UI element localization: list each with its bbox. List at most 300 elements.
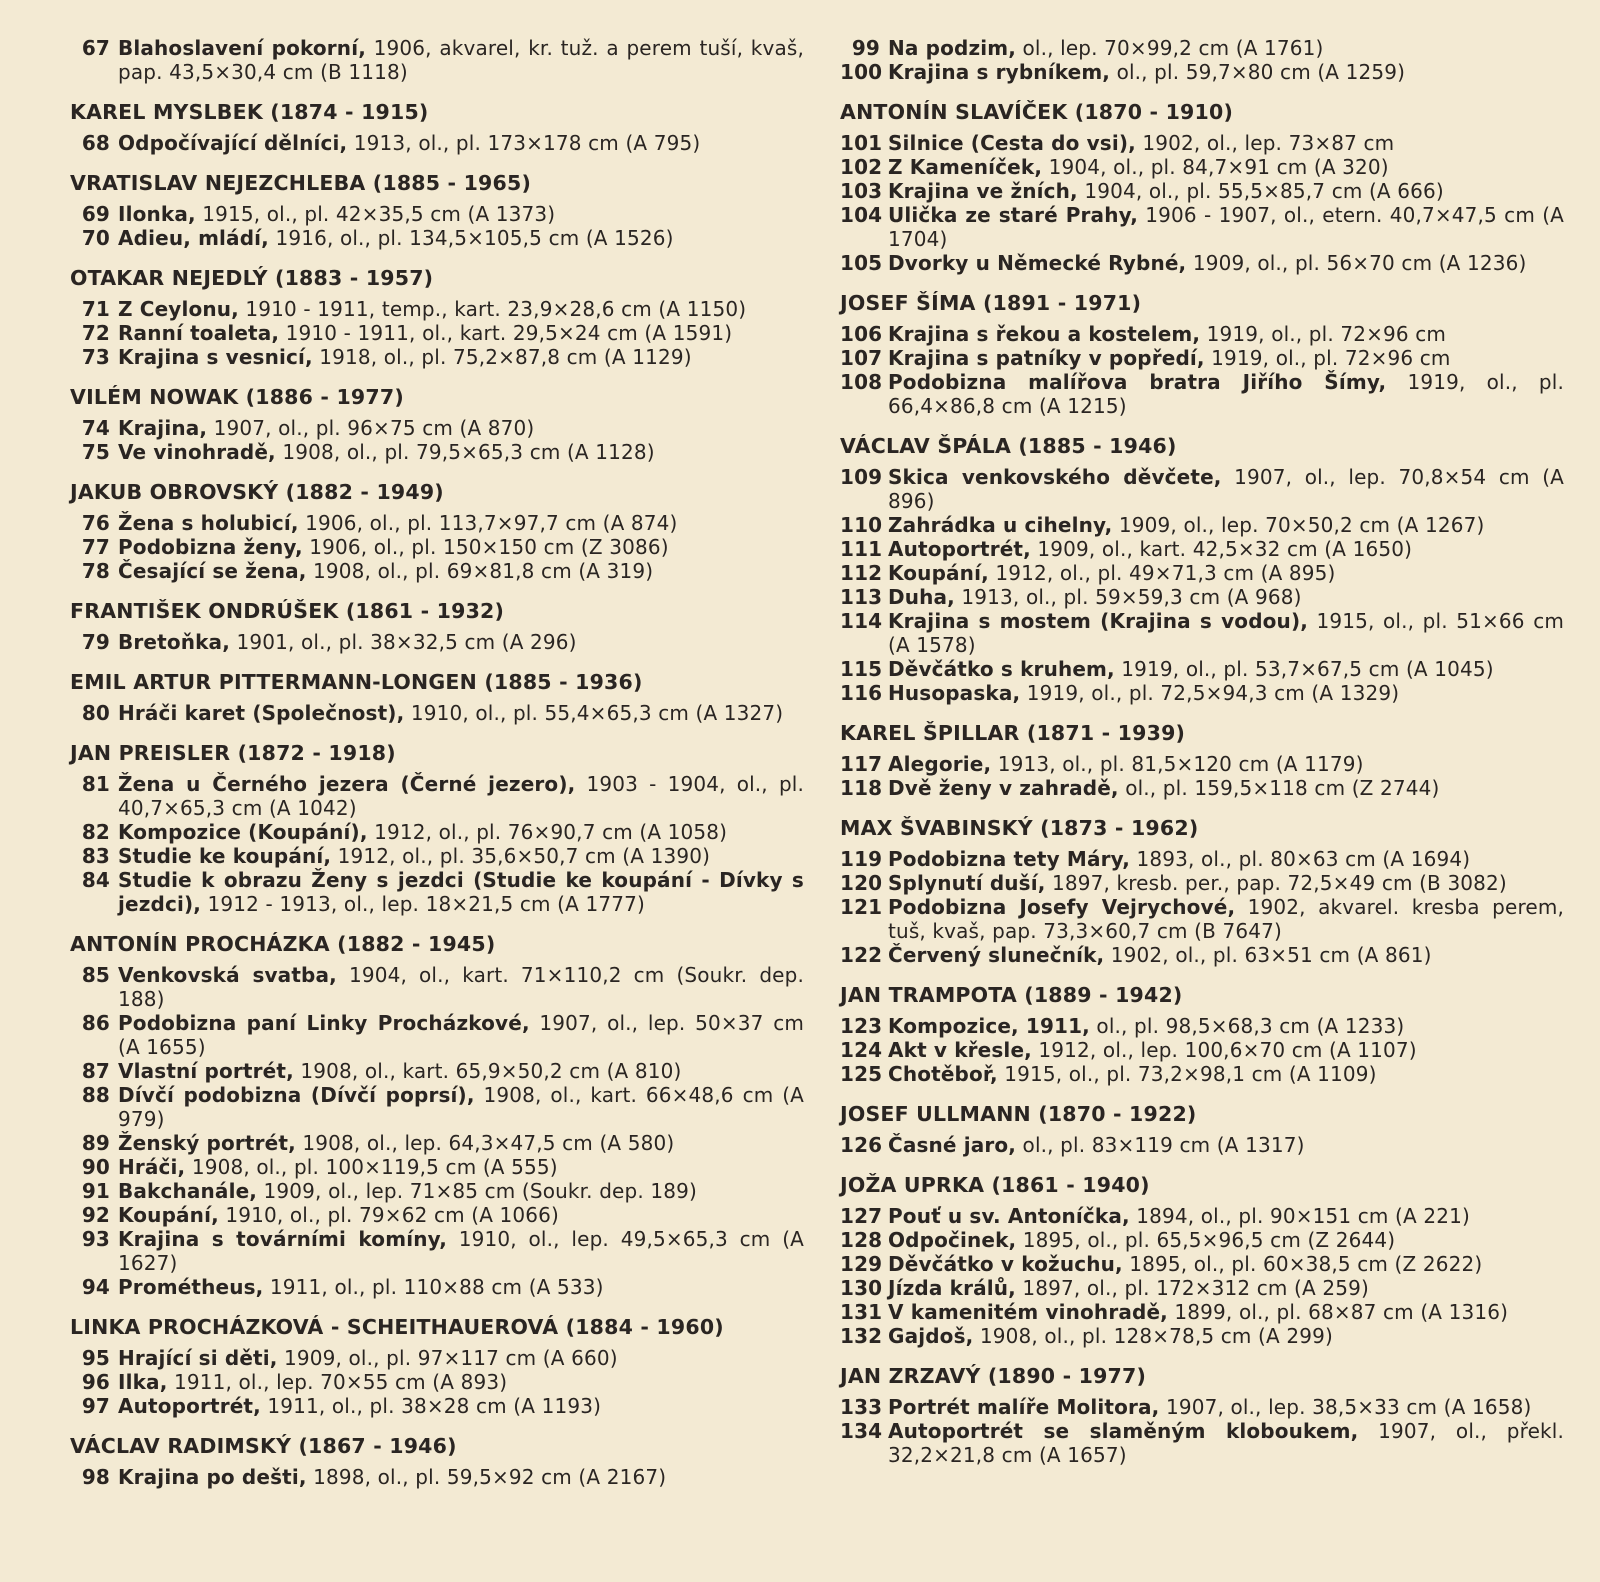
entry-details: 1901, ol., pl. 38×32,5 cm (A 296)	[229, 630, 577, 654]
entry-text	[888, 1276, 1564, 1300]
catalogue-entry	[70, 535, 804, 559]
entry-details: 1909, ol., lep. 70×50,2 cm (A 1267)	[1112, 513, 1485, 537]
catalogue-entry	[840, 1252, 1564, 1276]
entry-details: ol., pl. 159,5×118 cm (Z 2744)	[1118, 776, 1440, 800]
entry-title: Studie ke koupání,	[118, 844, 332, 868]
artist-section	[70, 479, 804, 583]
entry-title: Prométheus,	[118, 1275, 264, 1299]
entry-title: Podobizna Josefy Vejrychové,	[888, 895, 1236, 919]
entry-text	[888, 1324, 1564, 1348]
entry-text	[888, 1419, 1564, 1467]
artist-heading: JOSEF ŠÍMA (1891 - 1971)	[840, 291, 1142, 315]
entry-text	[118, 1346, 804, 1370]
entry-details: 1909, ol., pl. 56×70 cm (A 1236)	[1186, 251, 1527, 275]
catalogue-entry	[70, 1203, 804, 1227]
entry-number: 110	[840, 513, 883, 537]
entry-title: Z Kameníček,	[888, 155, 1043, 179]
entry-title: Časné jaro,	[888, 1133, 1017, 1157]
entry-number: 123	[840, 1014, 883, 1038]
entry-title: Krajina ve žních,	[888, 179, 1078, 203]
catalogue-entry	[840, 251, 1564, 275]
entry-number: 121	[840, 895, 883, 919]
entry-number: 117	[840, 752, 883, 776]
entry-details: ol., pl. 83×119 cm (A 1317)	[1016, 1133, 1305, 1157]
entry-title: Hráči karet (Společnost),	[118, 701, 405, 725]
entry-details: 1913, ol., pl. 59×59,3 cm (A 968)	[954, 585, 1302, 609]
catalogue-entry	[70, 1227, 804, 1275]
entry-details: 1911, ol., lep. 70×55 cm (A 893)	[167, 1370, 508, 1394]
entry-details: 1893, ol., pl. 80×63 cm (A 1694)	[1130, 847, 1471, 871]
catalogue-entry	[70, 1059, 804, 1083]
entry-details: 1913, ol., pl. 81,5×120 cm (A 1179)	[991, 752, 1364, 776]
catalogue-entry	[70, 297, 804, 321]
entry-text	[888, 561, 1564, 585]
entry-text	[118, 820, 804, 844]
entry-details: 1908, ol., pl. 100×119,5 cm (A 555)	[185, 1155, 558, 1179]
entry-title: Krajina s vesnicí,	[118, 345, 313, 369]
entry-text	[118, 226, 804, 250]
entry-title: Silnice (Cesta do vsi),	[888, 131, 1136, 155]
entry-text	[888, 752, 1564, 776]
catalogue-entry	[840, 203, 1564, 251]
entry-title: Jízda králů,	[888, 1276, 1016, 1300]
artist-heading: ANTONÍN SLAVÍČEK (1870 - 1910)	[840, 100, 1234, 124]
entry-text	[888, 1014, 1564, 1038]
entry-details: 1912, ol., pl. 49×71,3 cm (A 895)	[988, 561, 1336, 585]
entry-title: Vlastní portrét,	[118, 1059, 294, 1083]
catalogue-entry	[70, 1131, 804, 1155]
entry-text	[118, 559, 804, 583]
entry-number: 76	[81, 511, 110, 535]
artist-section	[840, 1172, 1564, 1348]
artist-heading: JAKUB OBROVSKÝ (1882 - 1949)	[70, 480, 444, 504]
entry-title: Krajina,	[118, 416, 208, 440]
catalogue-entry	[840, 322, 1564, 346]
catalogue-entry	[70, 1394, 804, 1418]
entry-title: Autoportrét,	[118, 1394, 261, 1418]
entry-details: 1903 - 1904, ol., pl. 40,7×65,3 cm (A 1042)	[118, 772, 804, 820]
entry-details: 1913, ol., pl. 173×178 cm (A 795)	[347, 131, 701, 155]
entry-details: 1906, akvarel, kr. tuž. a perem tuší, kvaš, pap. 43,5×30,4 cm (B 1118)	[118, 36, 804, 84]
entry-text	[118, 345, 804, 369]
entry-title: Adieu, mládí,	[118, 226, 269, 250]
catalogue-entry	[840, 1276, 1564, 1300]
entry-number: 92	[81, 1203, 110, 1227]
catalogue-entry	[70, 1155, 804, 1179]
entry-text	[888, 681, 1564, 705]
entry-text	[118, 321, 804, 345]
entry-details: ol., pl. 59,7×80 cm (A 1259)	[1110, 60, 1406, 84]
artist-section	[840, 433, 1564, 705]
entry-number: 124	[840, 1038, 883, 1062]
catalogue-entry	[70, 820, 804, 844]
entry-number: 97	[81, 1394, 110, 1418]
catalogue-entry	[840, 513, 1564, 537]
entry-text	[888, 36, 1564, 60]
entry-details: 1906 - 1907, ol., etern. 40,7×47,5 cm (A 1704)	[888, 203, 1564, 251]
entry-title: Blahoslavení pokorní,	[118, 36, 366, 60]
entry-text	[118, 1059, 804, 1083]
entry-number: 72	[81, 321, 110, 345]
catalogue-entry	[840, 1038, 1564, 1062]
entry-details: 1912, ol., lep. 100,6×70 cm (A 1107)	[1031, 1038, 1417, 1062]
entry-text	[118, 1275, 804, 1299]
entry-number: 132	[840, 1324, 883, 1348]
entry-details: 1909, ol., pl. 97×117 cm (A 660)	[277, 1346, 618, 1370]
entry-number: 85	[81, 963, 110, 987]
artist-section	[840, 720, 1564, 800]
artist-section	[840, 36, 1564, 84]
entry-number: 101	[840, 131, 883, 155]
entry-title: Bretoňka,	[118, 630, 230, 654]
entry-details: 1904, ol., pl. 84,7×91 cm (A 320)	[1042, 155, 1389, 179]
catalogue-entry	[840, 370, 1564, 418]
entry-title: Ilka,	[118, 1370, 168, 1394]
catalogue-entry	[840, 561, 1564, 585]
entry-number: 106	[840, 322, 883, 346]
entry-text	[888, 609, 1564, 657]
entry-text	[888, 943, 1564, 967]
entry-title: Krajina s továrními komíny,	[118, 1227, 447, 1251]
entry-text	[118, 202, 804, 226]
catalogue-entry	[70, 630, 804, 654]
entry-number: 134	[840, 1419, 883, 1443]
entry-text	[888, 322, 1564, 346]
entry-number: 79	[81, 630, 110, 654]
entry-details: 1911, ol., pl. 110×88 cm (A 533)	[263, 1275, 604, 1299]
entry-details: 1907, ol., lep. 50×37 cm (A 1655)	[118, 1011, 804, 1059]
entry-text	[118, 440, 804, 464]
entry-text	[888, 1300, 1564, 1324]
entry-title: Venkovská svatba,	[118, 963, 337, 987]
entry-title: Krajina s patníky v popředí,	[888, 346, 1205, 370]
catalogue-entry	[70, 416, 804, 440]
catalogue-entry	[70, 226, 804, 250]
artist-section	[70, 99, 804, 155]
entry-details: 1907, ol., lep. 70,8×54 cm (A 896)	[888, 465, 1565, 513]
entry-number: 102	[840, 155, 883, 179]
entry-details: 1898, ol., pl. 59,5×92 cm (A 2167)	[306, 1465, 667, 1489]
artist-heading: JOSEF ULLMANN (1870 - 1922)	[840, 1102, 1197, 1126]
entry-details: 1902, akvarel. kresba perem, tuš, kvaš, pap. 73,3×60,7 cm (B 7647)	[888, 895, 1564, 943]
entry-title: Portrét malíře Molitora,	[888, 1395, 1160, 1419]
entry-text	[118, 131, 804, 155]
catalogue-entry	[70, 1275, 804, 1299]
entry-title: Odpočívající dělníci,	[118, 131, 348, 155]
catalogue-entry	[840, 179, 1564, 203]
entry-text	[118, 36, 804, 84]
catalogue-entry	[840, 1395, 1564, 1419]
entry-text	[888, 60, 1564, 84]
entry-text	[118, 772, 804, 820]
entry-details: 1897, kresb. per., pap. 72,5×49 cm (B 3082)	[1045, 871, 1507, 895]
entry-number: 78	[81, 559, 110, 583]
entry-number: 105	[840, 251, 883, 275]
entry-number: 96	[81, 1370, 110, 1394]
catalogue-entry	[840, 752, 1564, 776]
catalogue-entry	[840, 346, 1564, 370]
entry-text	[888, 465, 1564, 513]
catalogue-entry	[840, 465, 1564, 513]
entry-details: 1910 - 1911, temp., kart. 23,9×28,6 cm (A 1150)	[238, 297, 747, 321]
entry-details: 1899, ol., pl. 68×87 cm (A 1316)	[1167, 1300, 1509, 1324]
catalogue-entry	[70, 1083, 804, 1131]
entry-title: Odpočinek,	[888, 1228, 1017, 1252]
entry-text	[118, 868, 804, 916]
entry-number: 120	[840, 871, 883, 895]
entry-text	[118, 1370, 804, 1394]
entry-details: 1907, ol., lep. 38,5×33 cm (A 1658)	[1159, 1395, 1532, 1419]
entry-details: 1902, ol., lep. 73×87 cm	[1135, 131, 1395, 155]
entry-details: 1915, ol., pl. 51×66 cm (A 1578)	[888, 609, 1564, 657]
catalogue-entry	[70, 868, 804, 916]
entry-text	[888, 657, 1564, 681]
entry-number: 87	[81, 1059, 110, 1083]
entry-title: Duha,	[888, 585, 955, 609]
catalogue-entry	[70, 701, 804, 725]
entry-title: Hráči,	[118, 1155, 186, 1179]
entry-title: Autoportrét se slaměným kloboukem,	[888, 1419, 1359, 1443]
entry-number: 77	[81, 535, 110, 559]
entry-text	[888, 1228, 1564, 1252]
entry-text	[118, 1394, 804, 1418]
entry-details: 1904, ol., pl. 55,5×85,7 cm (A 666)	[1077, 179, 1444, 203]
entry-text	[888, 1204, 1564, 1228]
entry-details: 1909, ol., lep. 71×85 cm (Soukr. dep. 189)	[257, 1179, 697, 1203]
artist-heading: JOŽA UPRKA (1861 - 1940)	[840, 1173, 1150, 1197]
entry-details: 1919, ol., pl. 53,7×67,5 cm (A 1045)	[1114, 657, 1494, 681]
entry-title: Koupání,	[888, 561, 989, 585]
entry-text	[888, 513, 1564, 537]
entry-number: 114	[840, 609, 883, 633]
entry-title: Skica venkovského děvčete,	[888, 465, 1222, 489]
entry-number: 95	[81, 1346, 110, 1370]
entry-number: 68	[81, 131, 110, 155]
entry-number: 112	[840, 561, 883, 585]
entry-details: 1908, ol., lep. 64,3×47,5 cm (A 580)	[295, 1131, 675, 1155]
entry-text	[888, 585, 1564, 609]
entry-number: 127	[840, 1204, 883, 1228]
artist-heading: JAN TRAMPOTA (1889 - 1942)	[840, 983, 1183, 1007]
catalogue-entry	[840, 36, 1564, 60]
artist-section	[840, 815, 1564, 967]
catalogue-entry	[840, 895, 1564, 943]
catalogue-entry	[840, 1228, 1564, 1252]
entry-title: Dvorky u Německé Rybné,	[888, 251, 1187, 275]
entry-text	[118, 535, 804, 559]
artist-section	[70, 931, 804, 1299]
catalogue-entry	[840, 155, 1564, 179]
entry-title: Kompozice (Koupání),	[118, 820, 368, 844]
entry-text	[888, 1038, 1564, 1062]
entry-title: Husopaska,	[888, 681, 1021, 705]
entry-number: 99	[851, 36, 880, 60]
entry-details: 1919, ol., pl. 72×96 cm	[1204, 346, 1451, 370]
entry-details: 1906, ol., pl. 113,7×97,7 cm (A 874)	[298, 511, 678, 535]
entry-number: 109	[840, 465, 883, 489]
entry-number: 73	[81, 345, 110, 369]
entry-title: Autoportrét,	[888, 537, 1031, 561]
artist-section	[840, 1363, 1564, 1467]
artist-section	[840, 982, 1564, 1086]
entry-title: Koupání,	[118, 1203, 219, 1227]
entry-number: 100	[840, 60, 883, 84]
entry-title: Ulička ze staré Prahy,	[888, 203, 1138, 227]
catalogue-entry	[70, 559, 804, 583]
catalogue-entry	[70, 202, 804, 226]
entry-number: 130	[840, 1276, 883, 1300]
entry-text	[888, 776, 1564, 800]
artist-section	[70, 598, 804, 654]
entry-text	[888, 370, 1564, 418]
entry-title: Krajina po dešti,	[118, 1465, 307, 1489]
catalogue-entry	[70, 1465, 804, 1489]
entry-number: 80	[81, 701, 110, 725]
artist-section	[70, 36, 804, 84]
artist-heading: LINKA PROCHÁZKOVÁ - SCHEITHAUEROVÁ (1884 - 1960)	[70, 1315, 724, 1339]
entry-number: 98	[81, 1465, 110, 1489]
entry-number: 126	[840, 1133, 883, 1157]
catalogue-entry	[840, 1062, 1564, 1086]
entry-text	[888, 155, 1564, 179]
entry-details: 1910, ol., pl. 55,4×65,3 cm (A 1327)	[404, 701, 784, 725]
entry-text	[118, 701, 804, 725]
entry-number: 108	[840, 370, 883, 394]
catalogue-entry	[840, 681, 1564, 705]
artist-section	[70, 1314, 804, 1418]
entry-title: Podobizna tety Máry,	[888, 847, 1130, 871]
artist-section	[70, 170, 804, 250]
artist-section	[70, 265, 804, 369]
entry-title: Hrající si děti,	[118, 1346, 278, 1370]
entry-details: 1915, ol., pl. 42×35,5 cm (A 1373)	[195, 202, 556, 226]
catalogue-entry	[70, 963, 804, 1011]
entry-title: Krajina s mostem (Krajina s vodou),	[888, 609, 1308, 633]
entry-details: 1904, ol., kart. 71×110,2 cm (Soukr. dep. 188)	[118, 963, 804, 1011]
catalogue-entry	[70, 511, 804, 535]
entry-details: 1910, ol., pl. 79×62 cm (A 1066)	[218, 1203, 559, 1227]
entry-text	[888, 179, 1564, 203]
entry-text	[118, 1465, 804, 1489]
entry-details: 1916, ol., pl. 134,5×105,5 cm (A 1526)	[268, 226, 674, 250]
right-column	[840, 36, 1564, 1582]
entry-title: Zahrádka u cihelny,	[888, 513, 1113, 537]
catalogue-entry	[840, 871, 1564, 895]
entry-title: Kompozice, 1911,	[888, 1014, 1090, 1038]
entry-number: 67	[81, 36, 110, 60]
entry-details: 1902, ol., pl. 63×51 cm (A 861)	[1104, 943, 1432, 967]
entry-details: 1912, ol., pl. 76×90,7 cm (A 1058)	[367, 820, 728, 844]
entry-number: 81	[81, 772, 110, 796]
entry-number: 93	[81, 1227, 110, 1251]
entry-title: Alegorie,	[888, 752, 992, 776]
left-column	[70, 36, 804, 1582]
catalogue-entry	[840, 847, 1564, 871]
entry-text	[888, 871, 1564, 895]
entry-number: 70	[81, 226, 110, 250]
catalogue-entry	[70, 844, 804, 868]
entry-text	[118, 1131, 804, 1155]
entry-title: Studie k obrazu Ženy s jezdci (Studie ke koupání - Dívky s jezdci),	[118, 868, 804, 916]
entry-text	[118, 1179, 804, 1203]
entry-text	[118, 844, 804, 868]
entry-number: 88	[81, 1083, 110, 1107]
entry-title: Ilonka,	[118, 202, 196, 226]
entry-title: Splynutí duší,	[888, 871, 1046, 895]
entry-title: Ženský portrét,	[118, 1131, 296, 1155]
entry-number: 94	[81, 1275, 110, 1299]
entry-title: V kamenitém vinohradě,	[888, 1300, 1168, 1324]
entry-number: 82	[81, 820, 110, 844]
catalogue-entry	[70, 440, 804, 464]
entry-details: 1918, ol., pl. 75,2×87,8 cm (A 1129)	[312, 345, 692, 369]
entry-title: Česající se žena,	[118, 559, 307, 583]
entry-text	[118, 1227, 804, 1275]
entry-number: 69	[81, 202, 110, 226]
entry-number: 129	[840, 1252, 883, 1276]
entry-title: Žena u Černého jezera (Černé jezero),	[118, 772, 576, 796]
entry-text	[888, 895, 1564, 943]
catalogue-entry	[70, 1370, 804, 1394]
entry-details: 1908, ol., pl. 128×78,5 cm (A 299)	[973, 1324, 1333, 1348]
artist-heading: VÁCLAV ŠPÁLA (1885 - 1946)	[840, 434, 1177, 458]
entry-number: 113	[840, 585, 883, 609]
entry-title: Ranní toaleta,	[118, 321, 280, 345]
catalogue-entry	[840, 657, 1564, 681]
entry-title: Dvě ženy v zahradě,	[888, 776, 1119, 800]
entry-text	[118, 1203, 804, 1227]
entry-number: 122	[840, 943, 883, 967]
artist-heading: VÁCLAV RADIMSKÝ (1867 - 1946)	[70, 1434, 457, 1458]
artist-section	[70, 669, 804, 725]
artist-heading: KAREL ŠPILLAR (1871 - 1939)	[840, 721, 1186, 745]
entry-details: 1908, ol., kart. 65,9×50,2 cm (A 810)	[293, 1059, 682, 1083]
entry-text	[118, 1083, 804, 1131]
entry-number: 128	[840, 1228, 883, 1252]
entry-title: Ve vinohradě,	[118, 440, 276, 464]
entry-number: 118	[840, 776, 883, 800]
artist-heading: FRANTIŠEK ONDRÚŠEK (1861 - 1932)	[70, 599, 505, 623]
entry-title: Krajina s rybníkem,	[888, 60, 1111, 84]
artist-section	[840, 290, 1564, 418]
catalogue-entry	[840, 1204, 1564, 1228]
entry-details: 1895, ol., pl. 65,5×96,5 cm (Z 2644)	[1016, 1228, 1396, 1252]
entry-number: 74	[81, 416, 110, 440]
entry-title: Děvčátko v kožuchu,	[888, 1252, 1123, 1276]
catalogue-entry	[840, 585, 1564, 609]
artist-heading: JAN PREISLER (1872 - 1918)	[70, 741, 396, 765]
entry-title: Podobizna paní Linky Procházkové,	[118, 1011, 530, 1035]
artist-heading: MAX ŠVABINSKÝ (1873 - 1962)	[840, 816, 1199, 840]
artist-section	[70, 740, 804, 916]
entry-text	[888, 131, 1564, 155]
entry-text	[888, 1395, 1564, 1419]
catalogue-entry	[840, 776, 1564, 800]
catalogue-entry	[70, 345, 804, 369]
artist-section	[70, 384, 804, 464]
catalogue-entry	[70, 1179, 804, 1203]
entry-number: 131	[840, 1300, 883, 1324]
entry-details: 1907, ol., překl. 32,2×21,8 cm (A 1657)	[888, 1419, 1564, 1467]
artist-heading: VILÉM NOWAK (1886 - 1977)	[70, 385, 404, 409]
entry-title: Červený slunečník,	[888, 943, 1105, 967]
entry-title: Děvčátko s kruhem,	[888, 657, 1115, 681]
entry-details: 1919, ol., pl. 72,5×94,3 cm (A 1329)	[1020, 681, 1400, 705]
entry-details: 1911, ol., pl. 38×28 cm (A 1193)	[260, 1394, 602, 1418]
entry-details: 1910 - 1911, ol., kart. 29,5×24 cm (A 1591)	[279, 321, 733, 345]
catalogue-entry	[840, 1419, 1564, 1467]
entry-details: 1915, ol., pl. 73,2×98,1 cm (A 1109)	[997, 1062, 1377, 1086]
